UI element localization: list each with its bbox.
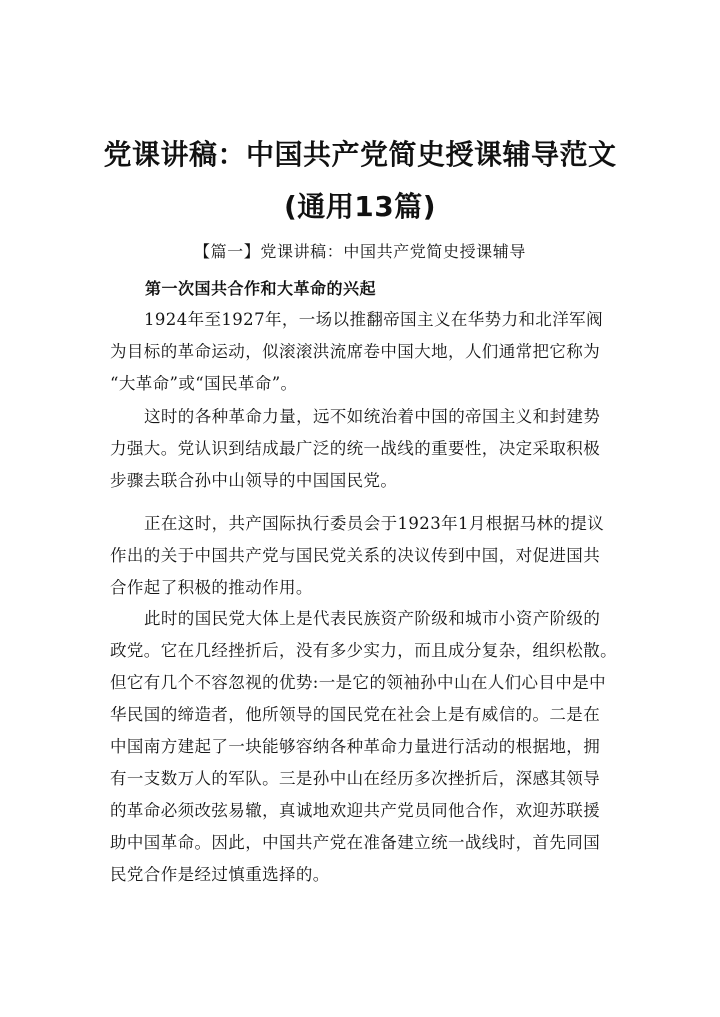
article-subheading: 【篇一】党课讲稿：中国共产党简史授课辅导 <box>193 242 526 261</box>
body-line: 助中国革命。因此，中国共产党在准备建立统一战线时，首先同国 <box>110 833 601 852</box>
body-line: 力强大。党认识到结成最广泛的统一战线的重要性，决定采取积极 <box>110 439 601 458</box>
page-title-subtitle: (通用13篇) <box>283 190 437 223</box>
body-line: 中国南方建起了一块能够容纳各种革命力量进行活动的根据地，拥 <box>110 737 601 756</box>
body-line: 为目标的革命运动，似滚滚洪流席卷中国大地，人们通常把它称为 <box>110 342 601 361</box>
body-line: 合作起了积极的推动作用。 <box>110 578 313 597</box>
body-line: 民党合作是经过慎重选择的。 <box>110 865 330 884</box>
page-title: 党课讲稿：中国共产党简史授课辅导范文 <box>103 138 617 171</box>
body-line: 有一支数万人的军队。三是孙中山在经历多次挫折后，深感其领导 <box>110 769 601 788</box>
section-heading: 第一次国共合作和大革命的兴起 <box>145 279 377 298</box>
body-line: 华民国的缔造者，他所领导的国民党在社会上是有威信的。二是在 <box>110 705 601 724</box>
body-line: 政党。它在几经挫折后，没有多少实力，而且成分复杂，组织松散。 <box>110 641 617 660</box>
body-line: 作出的关于中国共产党与国民党关系的决议传到中国，对促进国共 <box>110 546 601 565</box>
body-line: 步骤去联合孙中山领导的中国国民党。 <box>110 471 398 490</box>
body-line: 1924年至1927年，一场以推翻帝国主义在华势力和北洋军阀 <box>144 310 603 329</box>
body-line: 的革命必须改弦易辙，真诚地欢迎共产党员同他合作，欢迎苏联援 <box>110 801 601 820</box>
body-line: “大革命”或“国民革命”。 <box>110 374 298 393</box>
body-line: 这时的各种革命力量，远不如统治着中国的帝国主义和封建势 <box>144 407 601 426</box>
body-line: 此时的国民党大体上是代表民族资产阶级和城市小资产阶级的 <box>144 609 601 628</box>
body-line: 但它有几个不容忽视的优势:一是它的领袖孙中山在人们心目中是中 <box>110 673 607 692</box>
body-line: 正在这时，共产国际执行委员会于1923年1月根据马林的提议 <box>144 514 605 533</box>
